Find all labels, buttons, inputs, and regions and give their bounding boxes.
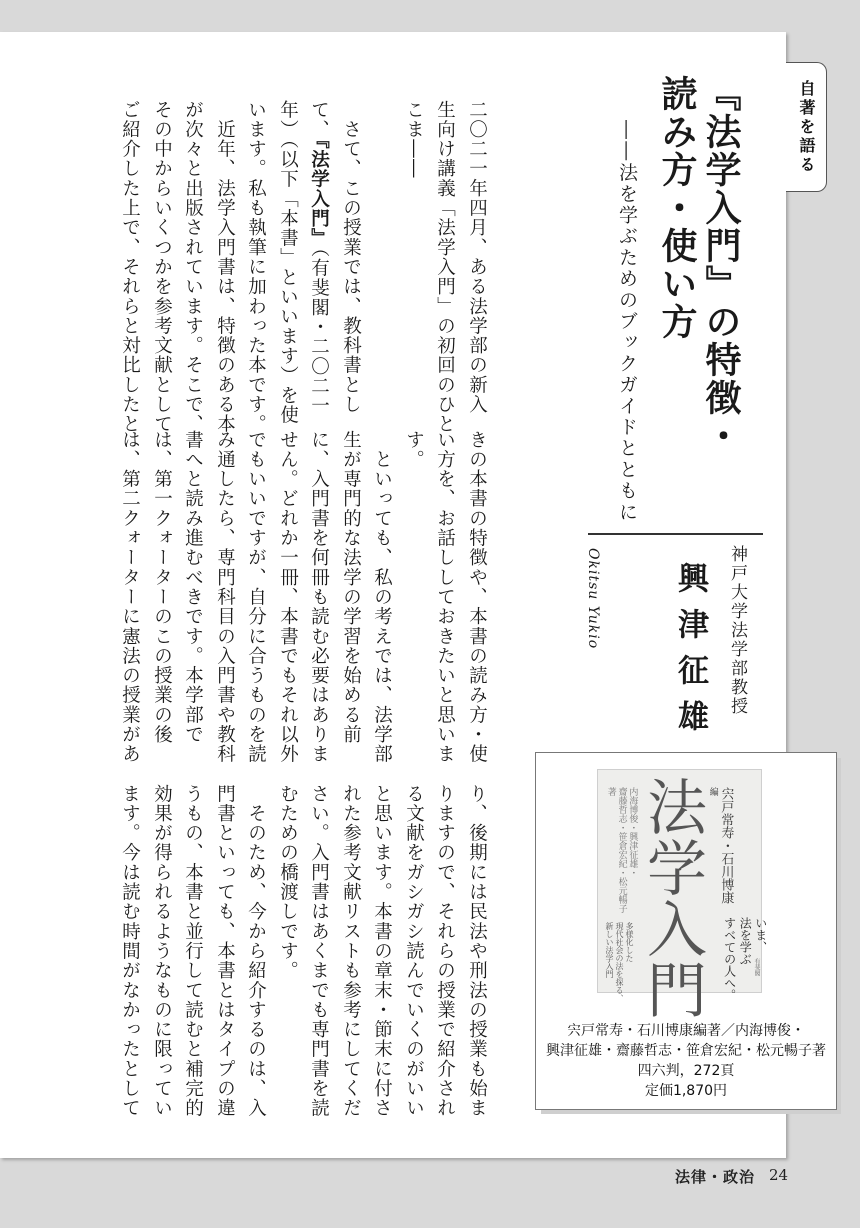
book-authors-line-1: 宍戸常寿・石川博康編著／内海博俊・: [567, 1023, 805, 1039]
cover-tagline: 多様化した 現代社会の法を探る、 新しい法学入門: [605, 922, 634, 1002]
page-number: 24: [769, 1166, 789, 1184]
subtitle: ――法を学ぶためのブックガイドとともに: [616, 120, 638, 523]
body-line: でもいいですが、自分に合うものを読: [245, 430, 267, 765]
book-format: 四六判，272頁: [637, 1063, 735, 1079]
body-line: ご紹介した上で、それらと対比したと: [119, 100, 141, 435]
body-line: 二〇二一年四月、ある法学部の新入: [466, 100, 488, 415]
body-line: み通したら、専門科目の入門書や教科: [214, 430, 236, 765]
book-price: 定価1,870円: [644, 1083, 728, 1099]
title-line-2: 読み方・使い方: [656, 75, 698, 341]
body-line: 年）（以下「本書」といいます）を使: [277, 100, 299, 425]
cover-contributors: 内海博俊・興津征雄・ 齋藤哲志・笹倉宏紀・松元暢子 著: [605, 787, 638, 913]
body-line: さて、この授業では、教科書とし: [340, 100, 362, 415]
cover-title: 法学入門: [637, 776, 707, 1020]
body-line: むための橋渡しです。: [277, 784, 299, 981]
body-line: きの本書の特徴や、本書の読み方・使: [466, 430, 488, 765]
body-line: 近年、法学入門書は、特徴のある本: [214, 100, 236, 435]
body-line: り、後期には民法や刑法の授業も始ま: [466, 784, 488, 1119]
body-line: います。私も執筆に加わった本です。: [245, 100, 267, 435]
title-line-1: 『法学入門』の特徴・: [700, 75, 742, 455]
title-divider: [588, 533, 763, 535]
body-line: 効果が得られるようなものに限ってい: [151, 784, 173, 1119]
body-line: と思います。本書の章末・節末に付さ: [371, 784, 393, 1119]
body-line: 生が専門的な法学の学習を始める前: [340, 430, 362, 745]
author-romaji: Okitsu Yukio: [585, 548, 601, 650]
body-line: 生向け講義「法学入門」の初回のひと: [434, 100, 456, 435]
body-line: 門書といっても、本書とはタイプの違: [214, 784, 236, 1119]
body-line: 書へと読み進むべきです。本学部で: [182, 430, 204, 745]
body-line: れた参考文献リストも参考にしてくだ: [340, 784, 362, 1119]
cover-publisher: 有斐閣: [753, 958, 760, 976]
book-details: [535, 1021, 837, 1101]
body-line: い方を、お話ししておきたいと思いま: [434, 430, 456, 765]
body-line: こま――: [403, 100, 425, 179]
body-line: が次々と出版されています。そこで、: [182, 100, 204, 435]
body-line-with-book-title: て、『法学入門』（有斐閣・二〇二一: [308, 100, 330, 416]
footer-section-name: 法律・政治: [675, 1168, 756, 1186]
body-line: る文献をガシガシ読んでいくのがいい: [403, 784, 425, 1119]
body-line: に、入門書を何冊も読む必要はありま: [308, 430, 330, 765]
book-title-inline: 『法学入門』: [308, 139, 330, 248]
body-line: は、第一クォーターのこの授業の後: [151, 430, 173, 745]
book-authors-line-2: 興津征雄・齋藤哲志・笹倉宏紀・松元暢子著: [546, 1043, 826, 1059]
body-line: ます。今は読む時間がなかったとして: [119, 784, 141, 1119]
body-line: す。: [403, 430, 425, 470]
author-name: 興津征雄: [672, 562, 708, 746]
body-line: といっても、私の考えでは、法学部: [371, 430, 393, 765]
body-line: その中からいくつかを参考文献として: [151, 100, 173, 435]
body-line: は、第二クォーターに憲法の授業があ: [119, 430, 141, 765]
cover-editors: 宍戸常寿・石川博康 編: [707, 787, 734, 904]
section-tab-label: 自著を語る: [797, 80, 816, 175]
body-line: そのため、今から紹介するのは、入: [245, 784, 267, 1119]
cover-catchphrase: いま、 法を学ぶ すべての人へ。: [722, 917, 768, 1001]
body-line: うもの、本書と並行して読むと補完的: [182, 784, 204, 1119]
body-line: さい。入門書はあくまでも専門書を読: [308, 784, 330, 1119]
body-line: せん。どれか一冊、本書でもそれ以外: [277, 430, 299, 765]
body-line: りますので、それらの授業で紹介され: [434, 784, 456, 1119]
author-affiliation: 神戸大学法学部教授: [727, 545, 747, 716]
